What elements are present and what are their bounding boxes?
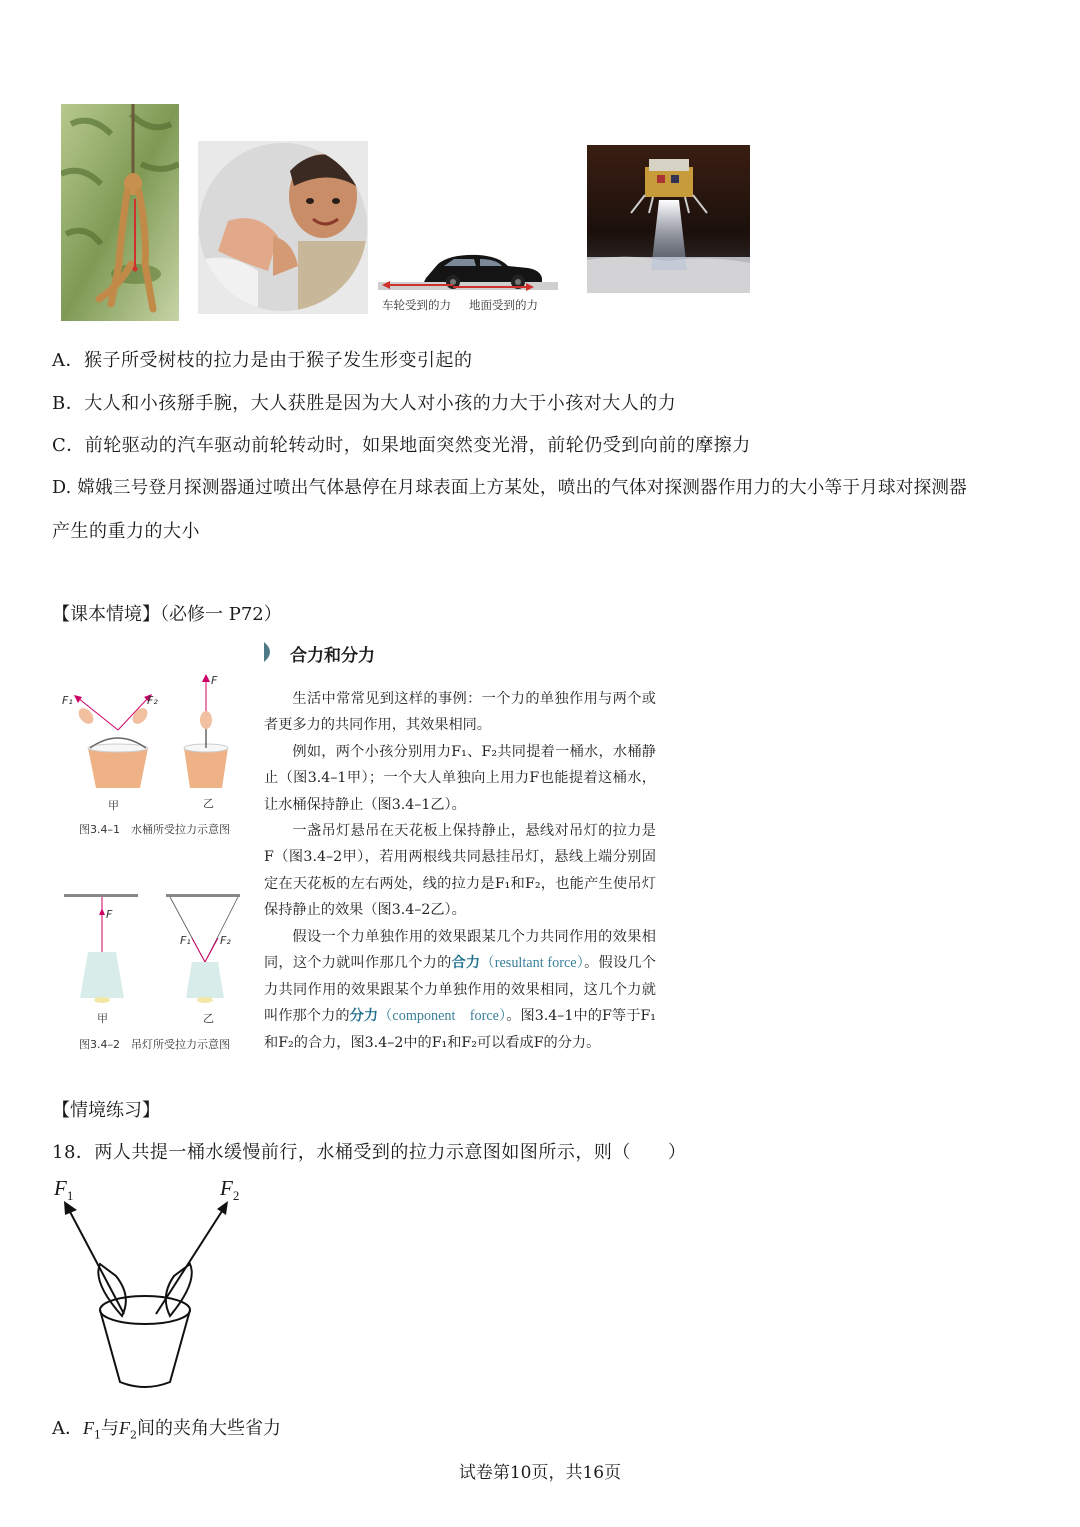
monkey-photo [61,104,179,321]
fig2-label-f1: F₁ [180,934,191,947]
diagram-label-f2 [220,1176,239,1204]
bucket-one-force [184,674,228,788]
option-c: C．前轮驱动的汽车驱动前轮转动时，如果地面突然变光滑，前轮仍受到向前的摩擦力 [52,435,751,456]
diagram-label-f2-letter: F [220,1176,233,1200]
fig2-caption: 图3.4–2 吊灯所受拉力示意图 [79,1038,230,1051]
diagram-label-f1-letter: F [54,1176,67,1200]
q18-option-a-f2-sub: 2 [130,1428,137,1442]
lamp-one-string [64,894,138,1003]
option-d: D. 嫦娥三号登月探测器通过喷出气体悬停在月球表面上方某处，喷出的气体对探测器作用力的大小等于月球对探测器 [52,478,967,498]
keyword-resultant-force: 合力 [451,955,481,972]
lamp-figure-3-4-2 [60,890,245,1010]
textbook-paragraph-4 [264,924,656,1056]
keyword-component-force: 分力 [349,1008,379,1025]
q18-option-a-f1-sub: 1 [94,1428,101,1442]
arm-wrestling-photo [198,141,368,314]
diagram-label-f2-sub: 2 [232,1188,240,1204]
fig1-label-f2: F₂ [147,694,158,707]
question-18: 18．两人共提一桶水缓慢前行，水桶受到的拉力示意图如图所示，则（ ） [52,1142,687,1163]
section-title: 合力和分力 [290,646,375,666]
diagram-label-f1 [54,1176,73,1204]
fig2-label-yi: 乙 [203,1012,214,1025]
q18-option-a-suffix: 间的夹角大些省力 [137,1418,281,1439]
option-a: A．猴子所受树枝的拉力是由于猴子发生形变引起的 [52,350,473,371]
lunar-lander-photo [587,145,750,293]
fig1-label-jia: 甲 [108,799,119,812]
textbook-paragraph-3: 一盏吊灯悬吊在天花板上保持静止，悬线对吊灯的拉力是F（图3.4–2甲），若用两根线共同悬挂吊灯，悬线上端分别固定在天花板的左右两处，线的拉力是F₁和F₂，也能产生使吊灯保持静止的效果（图3.4–2乙）。 [264,823,656,919]
q18-option-a-mid: 与 [101,1418,119,1439]
p4-text-b: 。假设几个力共同作用的效果跟某个力单独作用的效果相同，这几个力就叫作那个力的 [264,955,656,1025]
fig1-label-yi: 乙 [203,797,214,810]
fig1-caption: 图3.4–1 水桶所受拉力示意图 [79,823,230,836]
bucket-two-forces [74,694,152,788]
textbook-paragraph-2: 例如，两个小孩分别用力F₁、F₂共同提着一桶水，水桶静止（图3.4–1甲）；一个大人单独向上用力F也能提着这桶水，让水桶保持静止（图3.4–1乙）。 [264,744,656,813]
practice-heading: 【情境练习】 [52,1100,160,1121]
q18-option-a-prefix: A． [52,1418,83,1439]
option-b: B．大人和小孩掰手腕，大人获胜是因为大人对小孩的力大于小孩对大人的力 [52,393,677,414]
q18-option-a [52,1414,281,1442]
english-component-force: （component force） [378,1008,507,1025]
q18-option-a-f1: F [83,1418,94,1438]
car-label-wheel: 车轮受到的力 [382,298,451,312]
fig1-label-f: F [211,674,218,687]
diagram-label-f1-sub: 1 [66,1188,74,1204]
english-resultant-force: （resultant force） [480,955,585,972]
p4-text-a: 假设一个力单独作用的效果跟某几个力共同作用的效果相同，这个力就叫作那几个力的 [264,929,656,972]
textbook-heading: 【课本情境】（必修一 P72） [52,604,282,625]
section-marker-icon [262,641,276,663]
lamp-two-strings [166,894,240,1003]
fig1-label-f1: F₁ [62,694,73,707]
fig2-label-f2: F₂ [220,934,231,947]
car-label-ground: 地面受到的力 [469,298,538,312]
p4-text-c: 。图3.4–1中的F等于F₁和F₂的合力，图3.4–2中的F₁和F₂可以看成F的分力。 [264,1008,656,1051]
page-footer: 试卷第10页，共16页 [458,1463,622,1483]
fig2-label-jia: 甲 [97,1012,108,1025]
bucket-force-diagram [60,1196,250,1396]
q18-option-a-f2: F [119,1418,130,1438]
textbook-paragraph-1: 生活中常常见到这样的事例：一个力的单独作用与两个或者更多力的共同作用，其效果相同。 [264,691,656,734]
fig2-label-f: F [106,908,113,921]
option-d-continued: 产生的重力的大小 [52,521,200,542]
bucket-figure-3-4-1 [56,668,246,818]
